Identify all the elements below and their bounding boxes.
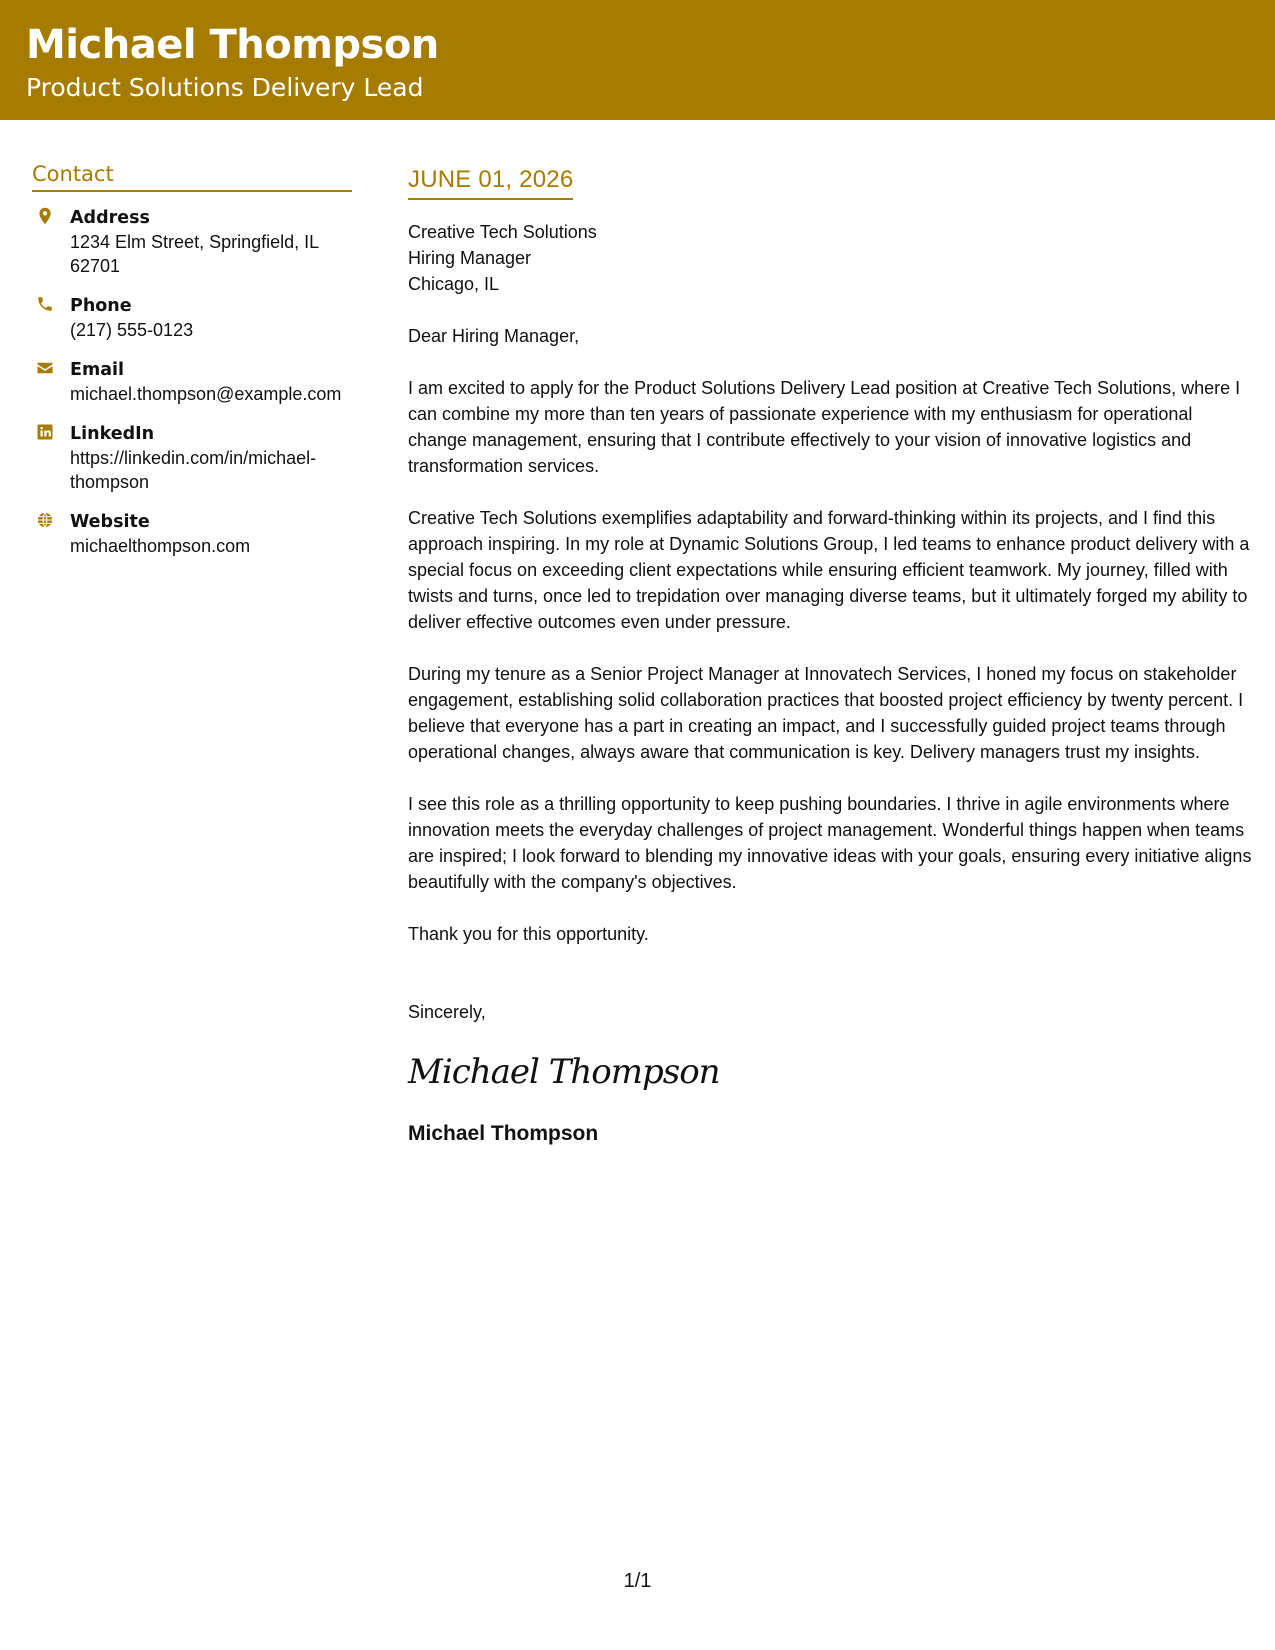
map-pin-icon (36, 207, 54, 225)
phone-value: (217) 555-0123 (70, 320, 194, 340)
header-banner (0, 0, 1275, 120)
address-label: Address (70, 208, 150, 228)
contact-linkedin (32, 422, 352, 494)
contact-phone (32, 294, 352, 342)
paragraph-4: I see this role as a thrilling opportunity to keep pushing boundaries. I thrive in agile environments where innovation meets the everyday challenges of project management. Wonderful things happen when teams are inspired; I look forward to blending my innovative ideas with your goals, ensuring every initiative aligns beautifully with the company's objectives. (408, 794, 1252, 892)
website-value[interactable]: michaelthompson.com (70, 536, 251, 556)
applicant-role: Product Solutions Delivery Lead (26, 73, 424, 102)
paragraph-3: During my tenure as a Senior Project Manager at Innovatech Services, I honed my focus on stakeholder engagement, establishing solid collaboration practices that boosted project efficiency by twenty percent. I believe that everyone has a part in creating an impact, and I successfully guided project teams through operational changes, always aware that communication is key. Delivery managers trust my insights. (408, 664, 1244, 762)
website-label: Website (70, 512, 150, 532)
linkedin-icon (36, 423, 54, 441)
contact-address (32, 206, 352, 278)
phone-label: Phone (70, 296, 132, 316)
linkedin-value[interactable]: https://linkedin.com/in/michael-thompson (70, 448, 317, 492)
salutation: Dear Hiring Manager, (408, 326, 580, 346)
thanks-line: Thank you for this opportunity. (408, 924, 649, 944)
letter-body (408, 167, 1253, 1147)
email-value[interactable]: michael.thompson@example.com (70, 384, 342, 404)
phone-icon (36, 295, 54, 313)
contact-section-title: Contact (32, 162, 352, 192)
paragraph-1: I am excited to apply for the Product Solutions Delivery Lead position at Creative Tech Solutions, where I can combine my more than ten years of passionate experience with my enthusiasm for operational change management, ensuring that I contribute effectively to your vision of innovative logistics and transformation services. (408, 378, 1241, 476)
letter-date: JUNE 01, 2026 (408, 167, 573, 200)
contact-website (32, 510, 352, 558)
signature-image: Michael Thompson (408, 1052, 720, 1092)
paragraph-2: Creative Tech Solutions exemplifies adaptability and forward-thinking within its projects, and I find this approach inspiring. In my role at Dynamic Solutions Group, I led teams to enhance product delivery with a special focus on exceeding client expectations while ensuring efficient teamwork. My journey, filled with twists and turns, once led to trepidation over managing diverse teams, but it ultimately forged my ability to deliver effective outcomes even under pressure. (408, 508, 1250, 632)
recipient-location: Chicago, IL (408, 274, 500, 294)
closing-line: Sincerely, (408, 1002, 486, 1022)
envelope-icon (36, 359, 54, 377)
applicant-name: Michael Thompson (26, 22, 439, 68)
address-value: 1234 Elm Street, Springfield, IL 62701 (70, 232, 319, 276)
contact-email (32, 358, 352, 406)
recipient-block (408, 219, 1253, 297)
recipient-title: Hiring Manager (408, 248, 532, 268)
contact-sidebar (32, 162, 352, 574)
page-number: 1/1 (623, 1570, 652, 1592)
linkedin-label: LinkedIn (70, 424, 155, 444)
email-label: Email (70, 360, 124, 380)
globe-icon (36, 511, 54, 529)
signer-name: Michael Thompson (408, 1122, 599, 1145)
recipient-company: Creative Tech Solutions (408, 222, 597, 242)
